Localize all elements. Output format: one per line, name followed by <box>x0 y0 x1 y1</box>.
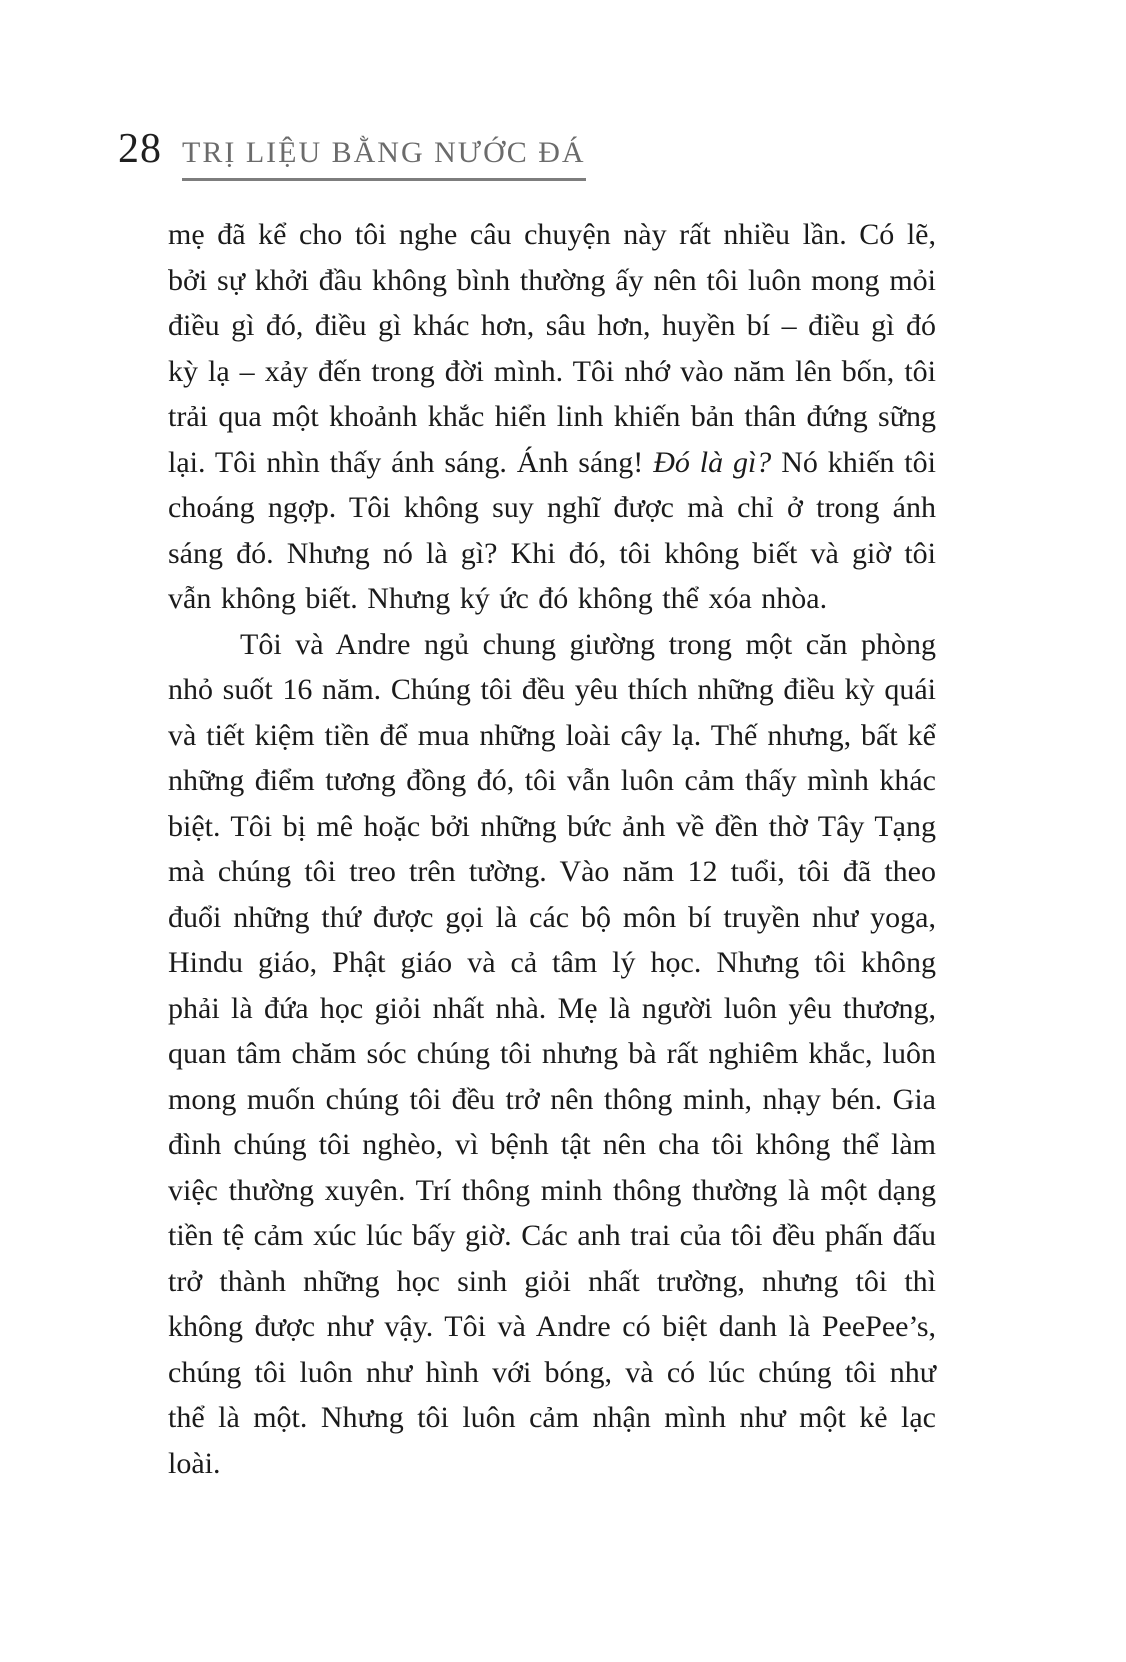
page-header <box>118 128 586 181</box>
paragraph-1 <box>168 212 936 622</box>
paragraph-2: Tôi và Andre ngủ chung giường trong một căn phòng nhỏ suốt 16 năm. Chúng tôi đều yêu thích những điều kỳ quái và tiết kiệm tiền để mua những loài cây lạ. Thế nhưng, bất kể những điểm tương đồng đó, tôi vẫn luôn cảm thấy mình khác biệt. Tôi bị mê hoặc bởi những bức ảnh về đền thờ Tây Tạng mà chúng tôi treo trên tường. Vào năm 12 tuổi, tôi đã theo đuổi những thứ được gọi là các bộ môn bí truyền như yoga, Hindu giáo, Phật giáo và cả tâm lý học. Nhưng tôi không phải là đứa học giỏi nhất nhà. Mẹ là người luôn yêu thương, quan tâm chăm sóc chúng tôi nhưng bà rất nghiêm khắc, luôn mong muốn chúng tôi đều trở nên thông minh, nhạy bén. Gia đình chúng tôi nghèo, vì bệnh tật nên cha tôi không thể làm việc thường xuyên. Trí thông minh thông thường là một dạng tiền tệ cảm xúc lúc bấy giờ. Các anh trai của tôi đều phấn đấu trở thành những học sinh giỏi nhất trường, nhưng tôi thì không được như vậy. Tôi và Andre có biệt danh là PeePee’s, chúng tôi luôn như hình với bóng, và có lúc chúng tôi như thể là một. Nhưng tôi luôn cảm nhận mình như một kẻ lạc loài. <box>168 627 936 1480</box>
paragraph-1-italic-phrase: Đó là gì? <box>653 445 772 479</box>
page-number: 28 <box>118 126 162 172</box>
paragraph-1-text-end: Nó khiến tôi choáng ngợp. Tôi không suy nghĩ được mà chỉ ở trong ánh sáng đó. Nhưng nó là gì? Khi đó, tôi không biết và giờ tôi vẫn không biết. Nhưng ký ức đó không thể xóa nhòa. <box>168 445 936 615</box>
paragraph-1-text-start: mẹ đã kể cho tôi nghe câu chuyện này rất nhiều lần. Có lẽ, bởi sự khởi đầu không bình thường ấy nên tôi luôn mong mỏi điều gì đó, điều gì khác hơn, sâu hơn, huyền bí – điều gì đó kỳ lạ – xảy đến trong đời mình. Tôi nhớ vào năm lên bốn, tôi trải qua một khoảnh khắc hiển linh khiến bản thân đứng sững lại. Tôi nhìn thấy ánh sáng. Ánh sáng! <box>168 218 936 479</box>
chapter-title: TRỊ LIỆU BẰNG NƯỚC ĐÁ <box>182 138 586 181</box>
page-body-text <box>168 212 936 1486</box>
